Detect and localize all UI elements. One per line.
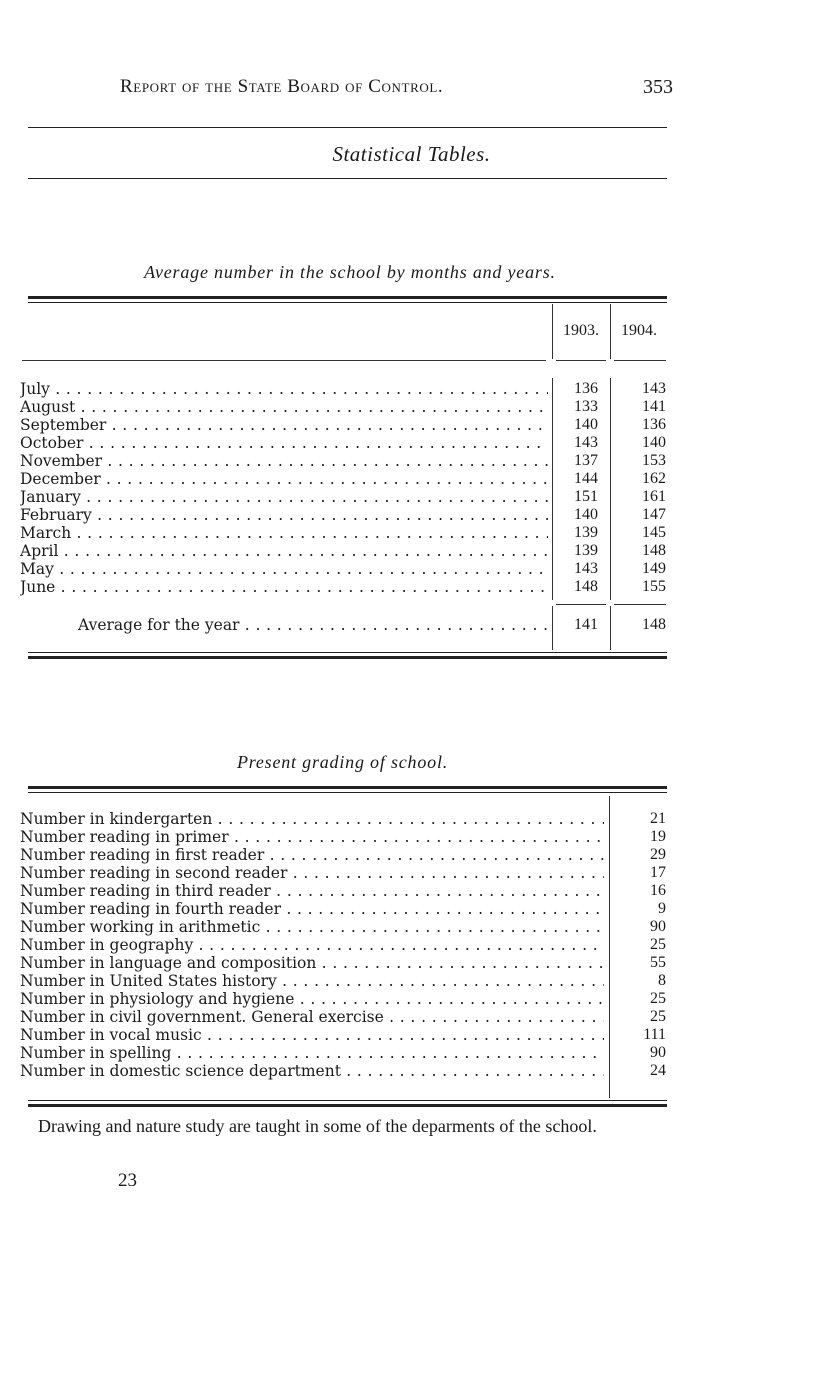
- col-header-1904: 1904.: [621, 322, 657, 339]
- table1-rule-top: [28, 296, 667, 299]
- table1-caption: Average number in the school by months and years.: [144, 262, 556, 282]
- table2-rule-top: [28, 786, 667, 789]
- signature-mark: 23: [118, 1170, 137, 1191]
- running-title: Report of the State Board of Control.: [120, 76, 444, 97]
- table2-caption: Present grading of school.: [236, 752, 449, 772]
- table1-rule-bottom: [28, 656, 667, 659]
- col-header-1903: 1903.: [563, 322, 599, 339]
- table2-rule-bottom: [28, 1104, 667, 1107]
- page-number: 353: [643, 76, 673, 98]
- page-subtitle: Statistical Tables.: [332, 142, 491, 166]
- header-rule-bottom: [28, 178, 667, 179]
- footnote: Drawing and nature study are taught in some of the deparments of the school.: [38, 1116, 597, 1136]
- header-rule-top: [28, 127, 667, 128]
